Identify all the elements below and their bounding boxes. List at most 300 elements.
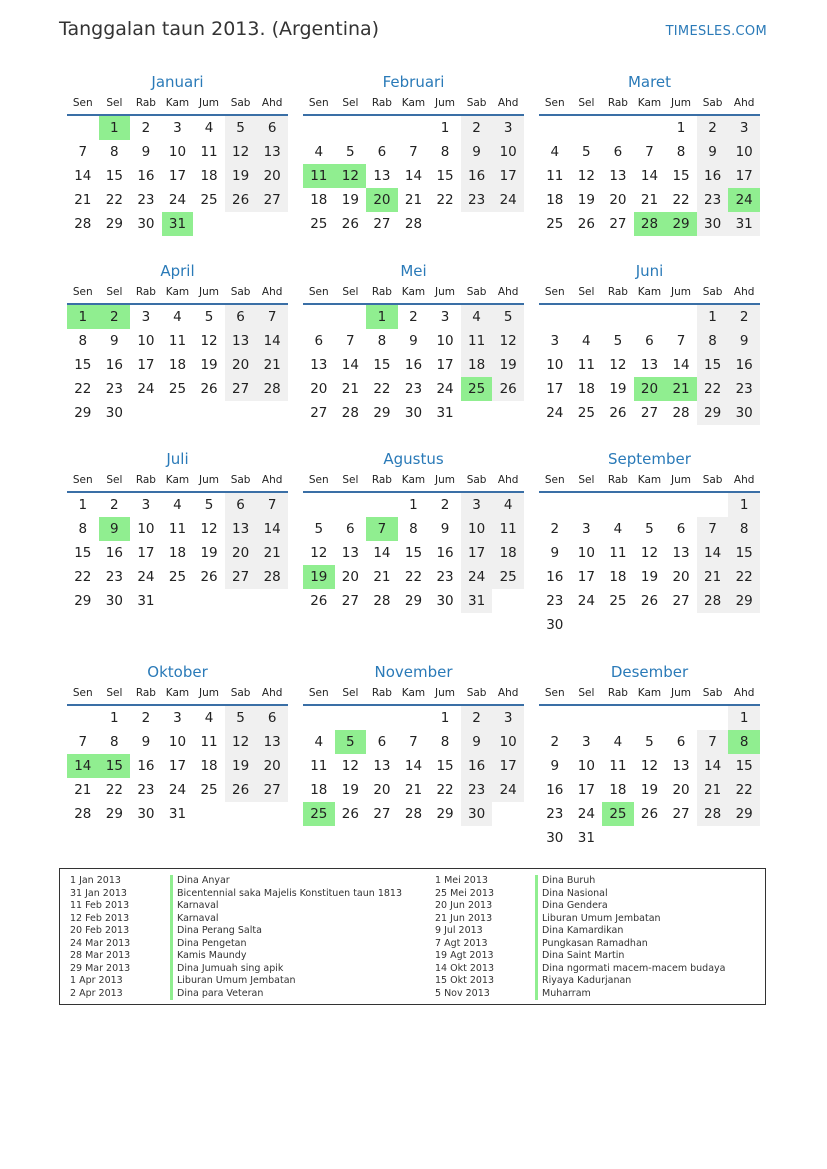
day-cell: 21 <box>640 192 659 208</box>
day-cell: 9 <box>440 521 450 537</box>
legend-item <box>70 925 402 938</box>
empty-day-cell <box>193 589 225 613</box>
day-cell: 10 <box>168 144 187 160</box>
holiday-name: Dina para Veteran <box>170 988 263 1001</box>
holiday-name: Liburan Umum Jembatan <box>170 975 296 988</box>
empty-day-cell <box>366 493 398 517</box>
week-row <box>539 826 760 850</box>
week-row <box>303 565 524 589</box>
weekday-label: Sab <box>466 286 487 298</box>
weekend-day-cell: 17 <box>728 164 760 188</box>
day-cell: 25 <box>200 782 218 798</box>
week-row <box>67 754 288 778</box>
day-cell: 9 <box>141 144 151 160</box>
weekend-day-cell: 8 <box>697 329 729 353</box>
day-cell: 5 <box>346 144 355 160</box>
month-name: Mei <box>400 262 427 280</box>
weekend-day-cell: 21 <box>256 541 288 565</box>
day-cell: 11 <box>546 168 564 184</box>
weekday-header <box>303 684 524 706</box>
day-cell: 24 <box>577 593 595 609</box>
holiday-day-cell: 1 <box>366 305 398 329</box>
weekend-day-cell: 10 <box>492 730 524 754</box>
empty-day-cell <box>193 802 225 826</box>
day-cell: 18 <box>310 192 328 208</box>
weekday-label: Jum <box>435 97 456 109</box>
empty-day-cell <box>571 613 603 637</box>
week-row <box>539 706 760 730</box>
holiday-date: 29 Mar 2013 <box>70 962 131 974</box>
day-cell: 27 <box>672 806 690 822</box>
weekend-day-cell: 12 <box>225 730 257 754</box>
day-cell: 21 <box>341 381 359 397</box>
empty-day-cell <box>366 116 398 140</box>
day-cell: 9 <box>110 333 119 349</box>
day-cell: 6 <box>377 144 387 160</box>
week-row <box>539 401 760 425</box>
day-cell: 12 <box>200 333 218 349</box>
holiday-date: 1 Apr 2013 <box>70 975 123 986</box>
weekend-day-cell: 16 <box>461 164 493 188</box>
day-cell: 22 <box>672 192 690 208</box>
month-name: September <box>608 450 691 468</box>
empty-day-cell <box>429 212 461 236</box>
day-cell: 19 <box>609 381 627 397</box>
holiday-date: 21 Jun 2013 <box>435 912 493 924</box>
day-cell: 15 <box>436 168 454 184</box>
day-cell: 16 <box>105 545 123 561</box>
day-cell: 19 <box>200 545 218 561</box>
day-cell: 21 <box>373 569 391 585</box>
day-cell: 7 <box>409 144 418 160</box>
month-name: Juli <box>166 450 189 468</box>
weekend-day-cell: 20 <box>256 164 288 188</box>
day-cell: 30 <box>105 405 123 421</box>
empty-day-cell <box>303 305 335 329</box>
week-row <box>539 778 760 802</box>
legend-item <box>435 913 725 926</box>
day-cell: 27 <box>310 405 328 421</box>
day-cell: 30 <box>137 216 155 232</box>
weekend-day-cell: 15 <box>697 353 729 377</box>
weekend-day-cell: 31 <box>728 212 760 236</box>
holiday-day-cell: 9 <box>99 517 131 541</box>
day-cell: 26 <box>609 405 627 421</box>
empty-day-cell <box>193 212 225 236</box>
weekend-day-cell: 12 <box>225 140 257 164</box>
weekday-header <box>67 283 288 305</box>
day-cell: 13 <box>373 758 391 774</box>
day-cell: 20 <box>310 381 328 397</box>
weekday-label: Sen <box>308 286 329 298</box>
empty-day-cell <box>697 493 729 517</box>
day-cell: 2 <box>440 497 450 513</box>
day-cell: 7 <box>78 144 88 160</box>
weekday-label: Sel <box>578 97 595 109</box>
day-cell: 25 <box>609 593 627 609</box>
day-cell: 19 <box>200 357 218 373</box>
empty-day-cell <box>335 493 367 517</box>
weekday-label: Ahd <box>261 286 283 298</box>
empty-day-cell <box>634 116 666 140</box>
legend-item <box>435 875 725 888</box>
day-cell: 13 <box>609 168 627 184</box>
day-cell: 20 <box>373 782 391 798</box>
weekday-label: Rab <box>371 474 392 486</box>
week-row <box>67 517 288 541</box>
day-cell: 25 <box>577 405 595 421</box>
holiday-day-cell: 1 <box>99 116 131 140</box>
day-cell: 1 <box>409 497 418 513</box>
day-cell: 28 <box>341 405 359 421</box>
weekend-day-cell: 6 <box>256 116 288 140</box>
weekend-day-cell: 10 <box>492 140 524 164</box>
day-cell: 15 <box>74 545 92 561</box>
holiday-day-cell: 25 <box>602 802 634 826</box>
day-cell: 22 <box>436 782 454 798</box>
weekend-day-cell: 4 <box>492 493 524 517</box>
day-cell: 18 <box>168 357 187 373</box>
week-row <box>303 778 524 802</box>
day-cell: 15 <box>672 168 690 184</box>
day-cell: 14 <box>404 758 423 774</box>
day-cell: 27 <box>640 405 659 421</box>
day-cell: 15 <box>436 758 454 774</box>
weekday-label: Sen <box>72 687 93 699</box>
weekday-label: Sel <box>106 286 123 298</box>
brand-link[interactable]: TIMESLES.COM <box>665 24 767 39</box>
weekday-label: Sen <box>308 687 329 699</box>
holiday-legend <box>59 868 766 1005</box>
day-cell: 23 <box>137 782 155 798</box>
weekday-label: Rab <box>607 687 628 699</box>
weekday-label: Kam <box>165 97 190 109</box>
day-cell: 11 <box>200 734 218 750</box>
weekday-label: Sab <box>702 687 723 699</box>
weekend-day-cell: 2 <box>728 305 760 329</box>
day-cell: 11 <box>310 758 328 774</box>
weekend-day-cell: 7 <box>697 730 729 754</box>
legend-item <box>435 975 725 988</box>
day-cell: 3 <box>173 710 182 726</box>
empty-day-cell <box>634 305 666 329</box>
holiday-day-cell: 29 <box>665 212 697 236</box>
week-row <box>539 730 760 754</box>
weekday-label: Ahd <box>261 97 283 109</box>
day-cell: 26 <box>577 216 595 232</box>
day-cell: 14 <box>672 357 690 373</box>
empty-day-cell <box>571 493 603 517</box>
weekday-label: Sel <box>578 286 595 298</box>
month-september <box>539 447 760 637</box>
weekend-day-cell: 13 <box>256 140 288 164</box>
holiday-name: Dina Saint Martin <box>535 950 624 963</box>
weekday-label: Kam <box>401 687 426 699</box>
empty-day-cell <box>697 613 729 637</box>
day-cell: 13 <box>672 758 690 774</box>
weekday-label: Sel <box>106 97 123 109</box>
holiday-date: 11 Feb 2013 <box>70 900 130 911</box>
day-cell: 24 <box>137 569 155 585</box>
weekend-day-cell: 28 <box>697 589 729 613</box>
weekend-day-cell: 16 <box>697 164 729 188</box>
day-cell: 24 <box>577 806 595 822</box>
week-row <box>303 706 524 730</box>
empty-day-cell <box>67 706 99 730</box>
legend-item <box>70 975 402 988</box>
empty-day-cell <box>602 826 634 850</box>
month-januari <box>67 70 288 236</box>
day-cell: 9 <box>550 758 560 774</box>
day-cell: 25 <box>546 216 564 232</box>
weekend-day-cell: 22 <box>728 565 760 589</box>
weekday-label: Kam <box>165 687 190 699</box>
weekend-day-cell: 10 <box>728 140 760 164</box>
day-cell: 15 <box>404 545 423 561</box>
day-cell: 16 <box>137 758 155 774</box>
empty-day-cell <box>492 802 524 826</box>
day-cell: 31 <box>168 806 187 822</box>
holiday-day-cell: 11 <box>303 164 335 188</box>
weekend-day-cell: 26 <box>225 188 257 212</box>
week-row <box>67 353 288 377</box>
week-row <box>67 730 288 754</box>
legend-item <box>435 888 725 901</box>
week-row <box>303 517 524 541</box>
weekend-day-cell: 26 <box>492 377 524 401</box>
empty-day-cell <box>335 116 367 140</box>
day-cell: 19 <box>640 782 659 798</box>
holiday-day-cell: 28 <box>634 212 666 236</box>
empty-day-cell <box>539 116 571 140</box>
day-cell: 1 <box>78 497 88 513</box>
day-cell: 4 <box>204 710 214 726</box>
empty-day-cell <box>193 401 225 425</box>
weekend-day-cell: 28 <box>697 802 729 826</box>
week-row <box>539 541 760 565</box>
day-cell: 16 <box>404 357 423 373</box>
weekend-day-cell: 19 <box>225 164 257 188</box>
day-cell: 29 <box>74 405 92 421</box>
day-cell: 10 <box>577 758 595 774</box>
weekday-label: Jum <box>199 474 220 486</box>
holiday-date: 15 Okt 2013 <box>435 975 495 986</box>
weekday-label: Ahd <box>497 97 519 109</box>
week-row <box>539 164 760 188</box>
week-row <box>539 377 760 401</box>
weekend-day-cell: 6 <box>225 305 257 329</box>
empty-day-cell <box>398 116 430 140</box>
day-cell: 15 <box>74 357 92 373</box>
day-cell: 21 <box>404 192 423 208</box>
month-desember <box>539 660 760 850</box>
weekday-label: Ahd <box>497 687 519 699</box>
empty-day-cell <box>162 401 194 425</box>
weekend-day-cell: 23 <box>697 188 729 212</box>
day-cell: 6 <box>676 734 686 750</box>
day-cell: 12 <box>341 758 359 774</box>
weekend-day-cell: 1 <box>728 706 760 730</box>
empty-day-cell <box>728 826 760 850</box>
day-cell: 5 <box>204 497 214 513</box>
day-cell: 18 <box>546 192 564 208</box>
holiday-name: Dina Buruh <box>535 875 595 888</box>
weekday-label: Sab <box>466 97 487 109</box>
week-row <box>303 377 524 401</box>
day-cell: 5 <box>204 309 214 325</box>
holiday-day-cell: 21 <box>665 377 697 401</box>
empty-day-cell <box>67 116 99 140</box>
weekend-day-cell: 2 <box>697 116 729 140</box>
weekend-day-cell: 17 <box>461 541 493 565</box>
weekday-label: Sab <box>230 474 251 486</box>
weekday-header <box>303 283 524 305</box>
weekday-label: Jum <box>671 286 692 298</box>
day-cell: 22 <box>436 192 454 208</box>
day-cell: 18 <box>168 545 187 561</box>
weekend-day-cell: 11 <box>461 329 493 353</box>
holiday-name: Dina Kamardikan <box>535 925 623 938</box>
holiday-day-cell: 14 <box>67 754 99 778</box>
weekday-label: Sen <box>308 97 329 109</box>
empty-day-cell <box>697 706 729 730</box>
day-cell: 20 <box>672 782 690 798</box>
weekday-label: Rab <box>607 97 628 109</box>
weekend-day-cell: 14 <box>697 754 729 778</box>
empty-day-cell <box>398 706 430 730</box>
weekday-label: Kam <box>637 286 662 298</box>
empty-day-cell <box>162 589 194 613</box>
day-cell: 4 <box>550 144 560 160</box>
day-cell: 16 <box>105 357 123 373</box>
day-cell: 10 <box>577 545 595 561</box>
day-cell: 23 <box>404 381 423 397</box>
weekend-day-cell: 14 <box>256 329 288 353</box>
day-cell: 2 <box>409 309 418 325</box>
day-cell: 8 <box>110 144 119 160</box>
day-cell: 10 <box>436 333 454 349</box>
weekend-day-cell: 21 <box>697 565 729 589</box>
legend-item <box>70 963 402 976</box>
day-cell: 4 <box>204 120 214 136</box>
holiday-date: 14 Okt 2013 <box>435 962 495 974</box>
day-cell: 16 <box>546 569 564 585</box>
day-cell: 26 <box>200 381 218 397</box>
legend-item <box>70 988 402 1001</box>
month-name: Agustus <box>383 450 444 468</box>
day-cell: 24 <box>168 782 187 798</box>
day-cell: 26 <box>341 806 359 822</box>
week-row <box>539 305 760 329</box>
day-cell: 27 <box>609 216 627 232</box>
holiday-day-cell: 8 <box>728 730 760 754</box>
empty-day-cell <box>602 305 634 329</box>
weekend-day-cell: 23 <box>728 377 760 401</box>
empty-day-cell <box>634 826 666 850</box>
week-row <box>303 401 524 425</box>
holiday-date: 19 Agt 2013 <box>435 950 494 961</box>
month-name: Februari <box>382 73 445 91</box>
holiday-name: Karnaval <box>170 913 219 926</box>
empty-day-cell <box>665 706 697 730</box>
empty-day-cell <box>225 212 257 236</box>
month-november <box>303 660 524 826</box>
empty-day-cell <box>335 305 367 329</box>
week-row <box>539 802 760 826</box>
day-cell: 13 <box>640 357 659 373</box>
weekday-label: Rab <box>371 97 392 109</box>
empty-day-cell <box>602 493 634 517</box>
empty-day-cell <box>335 706 367 730</box>
weekend-day-cell: 30 <box>697 212 729 236</box>
weekday-label: Sab <box>230 97 251 109</box>
weekend-day-cell: 30 <box>728 401 760 425</box>
weekend-day-cell: 17 <box>492 754 524 778</box>
day-cell: 21 <box>74 192 92 208</box>
holiday-name: Dina Anyar <box>170 875 230 888</box>
day-cell: 10 <box>546 357 564 373</box>
weekend-day-cell: 17 <box>492 164 524 188</box>
holiday-day-cell: 31 <box>162 212 194 236</box>
day-cell: 3 <box>141 309 151 325</box>
weekend-day-cell: 31 <box>461 589 493 613</box>
day-cell: 16 <box>137 168 155 184</box>
week-row <box>303 116 524 140</box>
weekend-day-cell: 15 <box>728 754 760 778</box>
weekday-header <box>67 94 288 116</box>
day-cell: 3 <box>582 734 591 750</box>
day-cell: 7 <box>409 734 418 750</box>
weekday-header <box>303 94 524 116</box>
empty-day-cell <box>665 613 697 637</box>
weekend-day-cell: 15 <box>728 541 760 565</box>
day-cell: 27 <box>341 593 359 609</box>
day-cell: 1 <box>110 710 119 726</box>
day-cell: 1 <box>440 120 450 136</box>
day-cell: 31 <box>577 830 595 846</box>
day-cell: 7 <box>346 333 355 349</box>
empty-day-cell <box>225 401 257 425</box>
weekday-label: Kam <box>165 474 190 486</box>
day-cell: 26 <box>640 593 659 609</box>
weekend-day-cell: 13 <box>256 730 288 754</box>
day-cell: 8 <box>676 144 686 160</box>
weekend-day-cell: 23 <box>461 778 493 802</box>
week-row <box>67 212 288 236</box>
empty-day-cell <box>634 706 666 730</box>
day-cell: 30 <box>404 405 423 421</box>
weekend-day-cell: 3 <box>461 493 493 517</box>
weekend-day-cell: 29 <box>728 589 760 613</box>
weekday-label: Sab <box>702 286 723 298</box>
empty-day-cell <box>697 826 729 850</box>
holiday-name: Riyaya Kadurjanan <box>535 975 631 988</box>
week-row <box>67 329 288 353</box>
day-cell: 9 <box>550 545 560 561</box>
week-row <box>539 140 760 164</box>
day-cell: 17 <box>577 782 595 798</box>
day-cell: 20 <box>609 192 627 208</box>
weekend-day-cell: 18 <box>492 541 524 565</box>
month-name: April <box>160 262 195 280</box>
week-row <box>539 517 760 541</box>
empty-day-cell <box>665 305 697 329</box>
day-cell: 8 <box>78 521 88 537</box>
day-cell: 1 <box>676 120 686 136</box>
weekday-label: Ahd <box>733 687 755 699</box>
empty-day-cell <box>303 706 335 730</box>
month-name: Oktober <box>147 663 208 681</box>
